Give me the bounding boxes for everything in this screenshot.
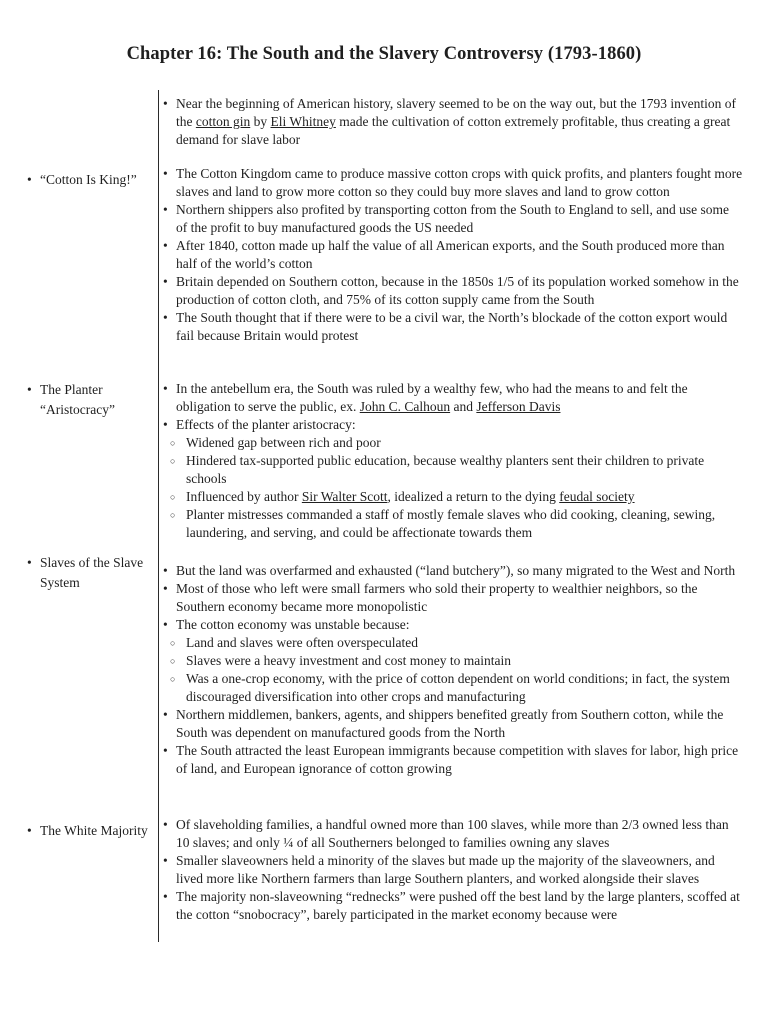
slaves-bullet-3: • The cotton economy was unstable because: [163,616,743,634]
notes-white [163,816,743,924]
slaves-bullet-1: • But the land was overfarmed and exhausted (“land butchery”), so many migrated to the West and North [163,562,743,580]
notes-cotton [163,165,743,345]
white-bullet-1: • Of slaveholding families, a handful owned more than 100 slaves, while more than 2/3 owned less than 10 slaves; and only ¼ of all Southerners belonged to families owning any slaves [163,816,743,852]
slaves-sub-1: ○ Land and slaves were often overspeculated [163,634,743,652]
cotton-bullet-3: • After 1840, cotton made up half the value of all American exports, and the South produced more than half of the world’s cotton [163,237,743,273]
link-eli-whitney[interactable]: Eli Whitney [270,114,336,129]
cue-slaves-of-slave-system: • Slaves of the Slave System [27,553,152,593]
page-title: Chapter 16: The South and the Slavery Controversy (1793-1860) [126,44,642,64]
cotton-bullet-4: • Britain depended on Southern cotton, because in the 1850s 1/5 of its population worked somehow in the production of cotton cloth, and 75% of its cotton supply came from the South [163,273,743,309]
notes-slaves [163,562,743,778]
link-jefferson-davis[interactable]: Jefferson Davis [476,399,561,414]
slaves-bullet-4: • Northern middlemen, bankers, agents, and shippers benefited greatly from Southern cotton, while the South was dependent on manufactured goods from the North [163,706,743,742]
cotton-bullet-2: • Northern shippers also profited by transporting cotton from the South to England to sell, and use some of the profit to buy manufactured goods the US needed [163,201,743,237]
slaves-sub-3: ○ Was a one-crop economy, with the price of cotton dependent on world conditions; in fact, the system discouraged diversification into other crops and manufacturing [163,670,743,706]
link-sir-walter-scott[interactable]: Sir Walter Scott [301,489,388,504]
notes-planter [163,380,743,542]
slaves-bullet-2: • Most of those who left were small farmers who sold their property to wealthier neighbors, so the Southern economy became more monopolistic [163,580,743,616]
cue-white-majority: • The White Majority [27,821,152,841]
white-bullet-3: • The majority non-slaveowning “rednecks” were pushed off the best land by the large planters, scoffed at the cotton “snobocracy”, barely participated in the market economy because were [163,888,743,924]
slaves-bullet-5: • The South attracted the least European immigrants because competition with slaves for labor, high price of land, and European ignorance of cotton growing [163,742,743,778]
intro-bullet-1: • Near the beginning of American history, slavery seemed to be on the way out, but the 1793 invention of the cotton gin by Eli Whitney made the cultivation of cotton extremely profitable, thus creating a great demand for slave labor [163,95,743,149]
planter-bullet-2: • Effects of the planter aristocracy: [163,416,743,434]
column-divider [158,90,159,942]
planter-bullet-1: • In the antebellum era, the South was ruled by a wealthy few, who had the means to and felt the obligation to serve the public, ex. John C. Calhoun and Jefferson Davis [163,380,743,416]
cue-planter-aristocracy: • The Planter “Aristocracy” [27,380,152,420]
link-john-c-calhoun[interactable]: John C. Calhoun [359,399,451,414]
planter-sub-3: ○ Influenced by author Sir Walter Scott, idealized a return to the dying feudal society [163,488,743,506]
link-cotton-gin[interactable]: cotton gin [195,114,251,129]
slaves-sub-2: ○ Slaves were a heavy investment and cost money to maintain [163,652,743,670]
cue-cotton-is-king: • “Cotton Is King!” [27,170,152,190]
cotton-bullet-5: • The South thought that if there were to be a civil war, the North’s blockade of the cotton export would fail because Britain would protest [163,309,743,345]
cotton-bullet-1: • The Cotton Kingdom came to produce massive cotton crops with quick profits, and planters fought more slaves and land to grow more cotton so they could buy more slaves and land to grow cotton [163,165,743,201]
planter-sub-2: ○ Hindered tax-supported public education, because wealthy planters sent their children to private schools [163,452,743,488]
planter-sub-4: ○ Planter mistresses commanded a staff of mostly female slaves who did cooking, cleaning, sewing, laundering, and serving, and could be affectionate towards them [163,506,743,542]
planter-sub-1: ○ Widened gap between rich and poor [163,434,743,452]
link-feudal-society[interactable]: feudal society [559,489,635,504]
notes-intro [163,95,743,149]
white-bullet-2: • Smaller slaveowners held a minority of the slaves but made up the majority of the slaveowners, and lived more like Northern farmers than large Southern planters, and worked alongside their slaves [163,852,743,888]
